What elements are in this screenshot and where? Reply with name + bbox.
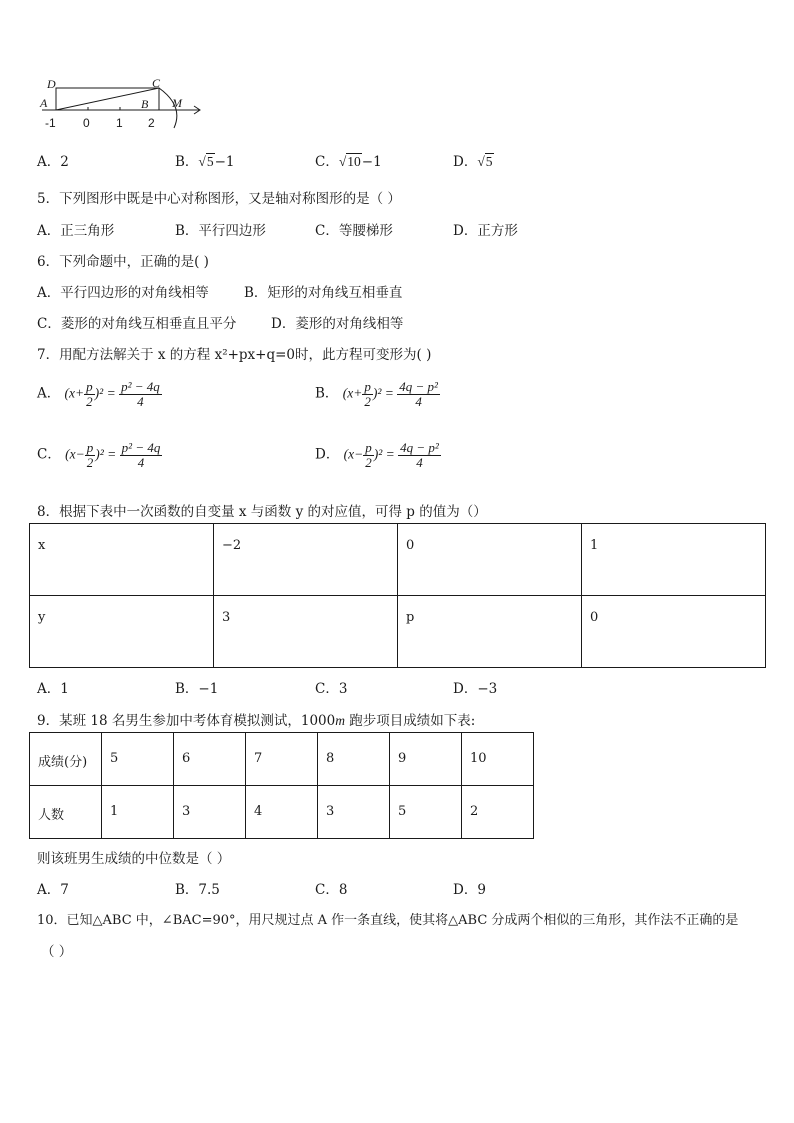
- q6-option-b[interactable]: B．矩形的对角线互相垂直: [244, 285, 403, 301]
- table-cell: y: [30, 596, 214, 668]
- sqrt: √5: [477, 154, 493, 169]
- table-cell: 3: [214, 596, 398, 668]
- table-cell: x: [30, 524, 214, 596]
- q8-option-a[interactable]: A．1: [37, 681, 69, 697]
- number-line-figure: [34, 76, 214, 136]
- q10-stem-line2: （ ）: [41, 944, 73, 960]
- table-cell: −2: [214, 524, 398, 596]
- table-cell: 0: [582, 596, 766, 668]
- table-cell: 0: [398, 524, 582, 596]
- table-cell: 4: [246, 786, 318, 839]
- q9-stem: 9．某班 18 名男生参加中考体育模拟测试，1000m 跑步项目成绩如下表:: [37, 713, 476, 729]
- q8-table: [29, 523, 766, 668]
- q6-option-d[interactable]: D．菱形的对角线相等: [271, 316, 404, 332]
- tick-label: 2: [148, 116, 155, 130]
- tick-label: 0: [83, 116, 90, 130]
- q6-option-a[interactable]: A．平行四边形的对角线相等: [37, 285, 209, 301]
- table-cell: 1: [582, 524, 766, 596]
- q7-option-a[interactable]: A． (x+ $\frac{p}{2}$ )² = $\frac{\text{p² − 4q}}{4}$: [37, 379, 160, 409]
- q9-option-c[interactable]: C．8: [315, 882, 348, 898]
- fraction: $\frac{p}{2}$: [365, 440, 372, 470]
- q5-option-b[interactable]: B．平行四边形: [175, 223, 266, 239]
- q5-option-d[interactable]: D．正方形: [453, 223, 518, 239]
- table-row: [30, 596, 766, 668]
- q5-option-a[interactable]: A．正三角形: [37, 223, 115, 239]
- q4-option-c[interactable]: C．√10−1: [315, 154, 382, 170]
- table-cell: p: [398, 596, 582, 668]
- q9-table: [29, 732, 534, 839]
- label-c: C: [152, 76, 161, 90]
- q8-option-d[interactable]: D．−3: [453, 681, 498, 697]
- fraction: $\frac{p}{2}$: [364, 379, 371, 409]
- table-cell: 1: [102, 786, 174, 839]
- q7-stem: 7．用配方法解关于 x 的方程 x²+px+q=0时，此方程可变形为( ): [37, 347, 432, 363]
- table-row: [30, 524, 766, 596]
- table-cell: 3: [174, 786, 246, 839]
- q9-question: 则该班男生成绩的中位数是（ ）: [37, 851, 231, 867]
- q4-option-b[interactable]: B．√5−1: [175, 154, 235, 170]
- table-cell: 2: [462, 786, 534, 839]
- q6-stem: 6．下列命题中，正确的是( ): [37, 254, 209, 270]
- fraction: $\frac{\text{4q − p²}}{4}$: [400, 440, 439, 470]
- q9-option-d[interactable]: D．9: [453, 882, 486, 898]
- q7-option-b[interactable]: B． (x+ $\frac{p}{2}$ )² = $\frac{\text{4q − p²}}{4}$: [315, 379, 438, 409]
- tick-label: 1: [116, 116, 123, 130]
- q9-option-a[interactable]: A．7: [37, 882, 69, 898]
- table-cell: 成绩(分): [30, 733, 102, 786]
- q10-stem-line1: 10．已知△ABC 中，∠BAC=90°，用尺规过点 A 作一条直线，使其将△ABC 分成两个相似的三角形，其作法不正确的是: [37, 913, 739, 928]
- q7-option-c[interactable]: C． (x− $\frac{p}{2}$ )² = $\frac{\text{p² − 4q}}{4}$: [37, 440, 161, 470]
- sqrt: √5: [198, 154, 214, 169]
- table-cell: 9: [390, 733, 462, 786]
- fraction: $\frac{\text{p² − 4q}}{4}$: [121, 440, 161, 470]
- table-cell: 10: [462, 733, 534, 786]
- q7-option-d[interactable]: D． (x− $\frac{p}{2}$ )² = $\frac{\text{4q − p²}}{4}$: [315, 440, 439, 470]
- table-cell: 3: [318, 786, 390, 839]
- fraction: $\frac{\text{4q − p²}}{4}$: [399, 379, 438, 409]
- sqrt: √10: [338, 154, 361, 169]
- q6-option-c[interactable]: C．菱形的对角线互相垂直且平分: [37, 316, 237, 332]
- table-cell: 6: [174, 733, 246, 786]
- fraction: $\frac{\text{p² − 4q}}{4}$: [121, 379, 160, 409]
- table-cell: 8: [318, 733, 390, 786]
- fraction: $\frac{p}{2}$: [86, 440, 94, 470]
- fraction: $\frac{p}{2}$: [86, 379, 93, 409]
- table-cell: 5: [102, 733, 174, 786]
- tick-label: -1: [45, 116, 56, 130]
- label-a: A: [40, 96, 48, 110]
- table-row: [30, 733, 534, 786]
- table-cell: 人数: [30, 786, 102, 839]
- label-d: D: [47, 77, 56, 91]
- table-row: [30, 786, 534, 839]
- q5-option-c[interactable]: C．等腰梯形: [315, 223, 393, 239]
- q5-stem: 5．下列图形中既是中心对称图形，又是轴对称图形的是（ ）: [37, 191, 401, 207]
- table-cell: 7: [246, 733, 318, 786]
- q4-option-a[interactable]: A．2: [37, 154, 69, 170]
- q8-option-c[interactable]: C．3: [315, 681, 348, 697]
- table-cell: 5: [390, 786, 462, 839]
- label-b: B: [141, 97, 149, 111]
- q9-option-b[interactable]: B．7.5: [175, 882, 220, 898]
- q8-stem: 8．根据下表中一次函数的自变量 x 与函数 y 的对应值，可得 p 的值为（）: [37, 504, 487, 520]
- q8-option-b[interactable]: B．−1: [175, 681, 219, 697]
- label-m: M: [172, 96, 182, 110]
- q4-option-d[interactable]: D．√5: [453, 154, 493, 170]
